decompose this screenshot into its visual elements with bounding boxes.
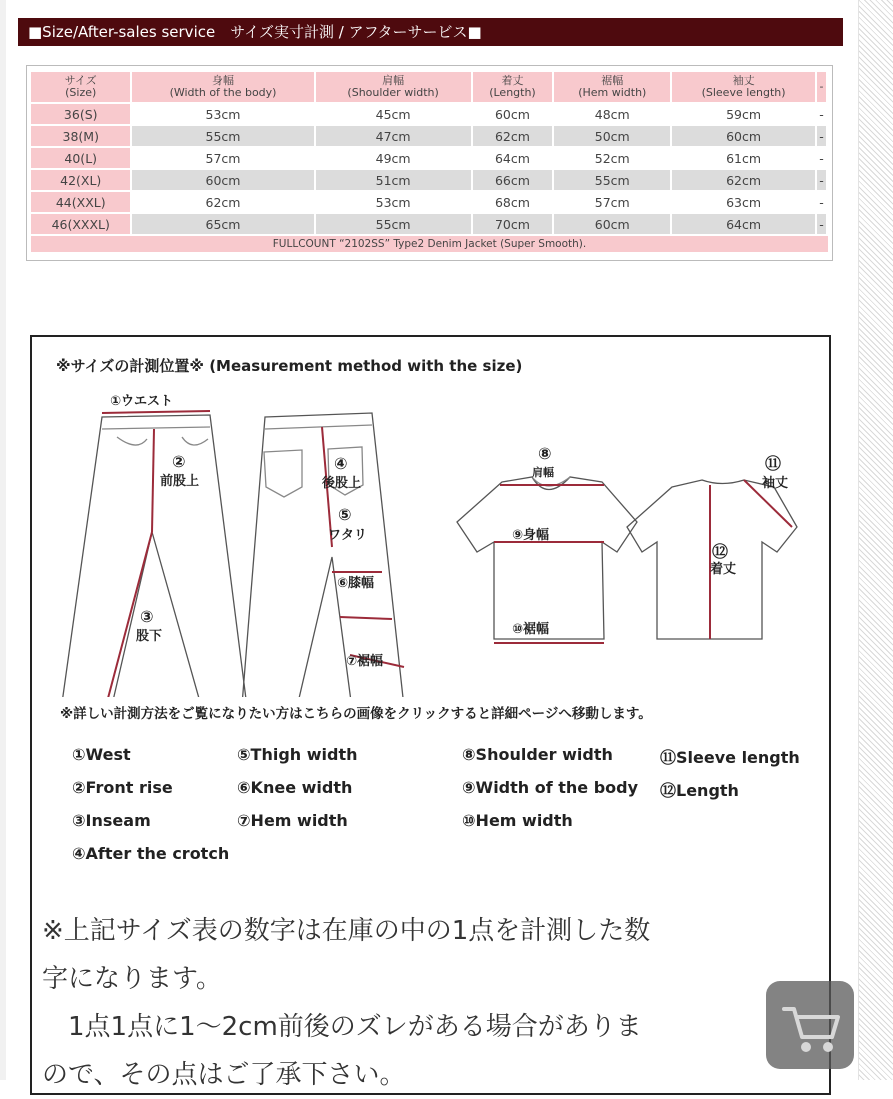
- legend-item: ⑥Knee width: [237, 778, 353, 797]
- table-cell: 60cm: [672, 126, 817, 146]
- pants-back-pocket-left: [264, 450, 302, 497]
- cell-size: 36(S): [31, 104, 132, 124]
- disclaimer-line: 字になります。: [42, 964, 222, 994]
- table-cell: 60cm: [473, 104, 555, 124]
- table-cell: -: [817, 214, 828, 234]
- legend-item: ④After the crotch: [72, 844, 230, 863]
- measurement-illustration[interactable]: [32, 377, 829, 697]
- table-cell: 51cm: [316, 170, 473, 190]
- legend-item: ①West: [72, 745, 131, 764]
- legend-item: ⑩Hem width: [462, 811, 573, 830]
- cart-icon: [766, 981, 854, 1069]
- table-cell: -: [817, 170, 828, 190]
- legend-item: ⑫Length: [660, 781, 739, 800]
- cell-size: 44(XXL): [31, 192, 132, 212]
- table-cell: 53cm: [316, 192, 473, 212]
- measure-line-knee: [340, 617, 392, 619]
- header-length: 着丈 (Length): [473, 72, 555, 102]
- disclaimer-line: ので、その点はご了承下さい。: [42, 1060, 406, 1090]
- table-cell: 64cm: [473, 148, 555, 168]
- table-cell: 47cm: [316, 126, 473, 146]
- disclaimer-line: ※上記サイズ表の数字は在庫の中の1点を計測した数: [42, 916, 651, 946]
- legend-item: ⑧Shoulder width: [462, 745, 613, 764]
- table-cell: 60cm: [132, 170, 315, 190]
- table-row: [31, 104, 828, 124]
- table-row: [31, 192, 828, 212]
- label-12-text: 着丈: [710, 562, 737, 577]
- table-cell: 49cm: [316, 148, 473, 168]
- disclaimer-line: 1点1点に1〜2cm前後のズレがある場合がありま: [42, 1012, 642, 1042]
- table-cell: 48cm: [554, 104, 672, 124]
- size-table-header: [31, 72, 828, 102]
- label-2-text: 前股上: [160, 474, 200, 489]
- size-table-footer: [31, 236, 828, 252]
- label-11-text: 袖丈: [762, 476, 789, 491]
- pants-back-waistband: [265, 425, 372, 429]
- table-cell: 62cm: [132, 192, 315, 212]
- table-cell: 50cm: [554, 126, 672, 146]
- table-cell: 62cm: [473, 126, 555, 146]
- label-4-text: 後股上: [322, 476, 362, 491]
- measurement-title: ※サイズの計測位置※ (Measurement method with the size): [56, 357, 523, 375]
- legend-item: ⑪Sleeve length: [660, 748, 800, 767]
- table-cell: 57cm: [554, 192, 672, 212]
- table-cell: 53cm: [132, 104, 315, 124]
- size-disclaimer: [42, 907, 822, 1099]
- label-9: ⑨身幅: [512, 528, 550, 543]
- page-side-pattern: [858, 0, 893, 1080]
- product-name: FULLCOUNT “2102SS” Type2 Denim Jacket (Super Smooth).: [31, 236, 828, 252]
- label-3-text: 股下: [136, 629, 163, 644]
- table-cell: 62cm: [672, 170, 817, 190]
- left-edge: [0, 0, 6, 1080]
- table-cell: 55cm: [132, 126, 315, 146]
- label-6: ⑥膝幅: [337, 576, 375, 591]
- label-11-number: ⑪: [765, 454, 782, 473]
- label-waist: ①ウエスト: [110, 394, 174, 409]
- measure-line-front-rise: [152, 429, 154, 532]
- label-12-number: ⑫: [712, 542, 729, 561]
- cell-size: 38(M): [31, 126, 132, 146]
- header-size: サイズ (Size): [31, 72, 132, 102]
- label-10: ⑩裾幅: [512, 622, 550, 637]
- pants-front-pocket: [117, 437, 147, 445]
- label-8-text: 肩幅: [532, 466, 554, 479]
- table-cell: 63cm: [672, 192, 817, 212]
- tshirt-front-outline: [457, 477, 637, 639]
- header-hem-width: 裾幅 (Hem width): [554, 72, 672, 102]
- header-sleeve-length: 袖丈 (Sleeve length): [672, 72, 817, 102]
- legend-item: ⑦Hem width: [237, 811, 348, 830]
- table-cell: -: [817, 126, 828, 146]
- table-cell: 70cm: [473, 214, 555, 234]
- pants-front-outline: [62, 415, 247, 697]
- table-row: [31, 170, 828, 190]
- table-cell: 55cm: [316, 214, 473, 234]
- label-2-number: ②: [172, 452, 186, 471]
- table-cell: 57cm: [132, 148, 315, 168]
- measurement-guide[interactable]: [30, 335, 831, 1095]
- pants-front-waistband: [102, 427, 210, 429]
- table-cell: 55cm: [554, 170, 672, 190]
- size-table-box: [26, 65, 833, 261]
- legend-item: ③Inseam: [72, 811, 151, 830]
- table-cell: 65cm: [132, 214, 315, 234]
- table-cell: 45cm: [316, 104, 473, 124]
- detail-link-note[interactable]: ※詳しい計測方法をご覧になりたい方はこちらの画像をクリックすると詳細ページへ移動します。: [60, 706, 652, 722]
- header-body-width: 身幅 (Width of the body): [132, 72, 315, 102]
- cart-button[interactable]: [766, 981, 854, 1069]
- header-shoulder-width: 肩幅 (Shoulder width): [316, 72, 473, 102]
- measure-line-waist: [102, 411, 210, 413]
- table-cell: 52cm: [554, 148, 672, 168]
- table-row: [31, 148, 828, 168]
- label-8-number: ⑧: [538, 444, 552, 463]
- pants-front-pocket-right: [182, 437, 208, 445]
- size-table: [31, 70, 828, 254]
- legend-item: ⑨Width of the body: [462, 778, 639, 797]
- label-7: ⑦裾幅: [346, 654, 384, 669]
- table-cell: 60cm: [554, 214, 672, 234]
- table-cell: 61cm: [672, 148, 817, 168]
- table-cell: 64cm: [672, 214, 817, 234]
- cell-size: 40(L): [31, 148, 132, 168]
- label-3-number: ③: [140, 607, 154, 626]
- cell-size: 46(XXXL): [31, 214, 132, 234]
- label-4-number: ④: [334, 454, 348, 473]
- table-cell: -: [817, 104, 828, 124]
- label-5-number: ⑤: [338, 505, 352, 524]
- table-cell: 66cm: [473, 170, 555, 190]
- label-5-text: ワタリ: [328, 528, 367, 543]
- table-cell: 59cm: [672, 104, 817, 124]
- section-banner: ■Size/After-sales service サイズ実寸計測 / アフターサービス■: [18, 18, 843, 46]
- cell-size: 42(XL): [31, 170, 132, 190]
- table-cell: -: [817, 148, 828, 168]
- legend-item: ⑤Thigh width: [237, 745, 358, 764]
- header-blank: -: [817, 72, 828, 102]
- table-row: [31, 214, 828, 234]
- table-cell: 68cm: [473, 192, 555, 212]
- table-cell: -: [817, 192, 828, 212]
- legend-item: ②Front rise: [72, 778, 173, 797]
- table-row: [31, 126, 828, 146]
